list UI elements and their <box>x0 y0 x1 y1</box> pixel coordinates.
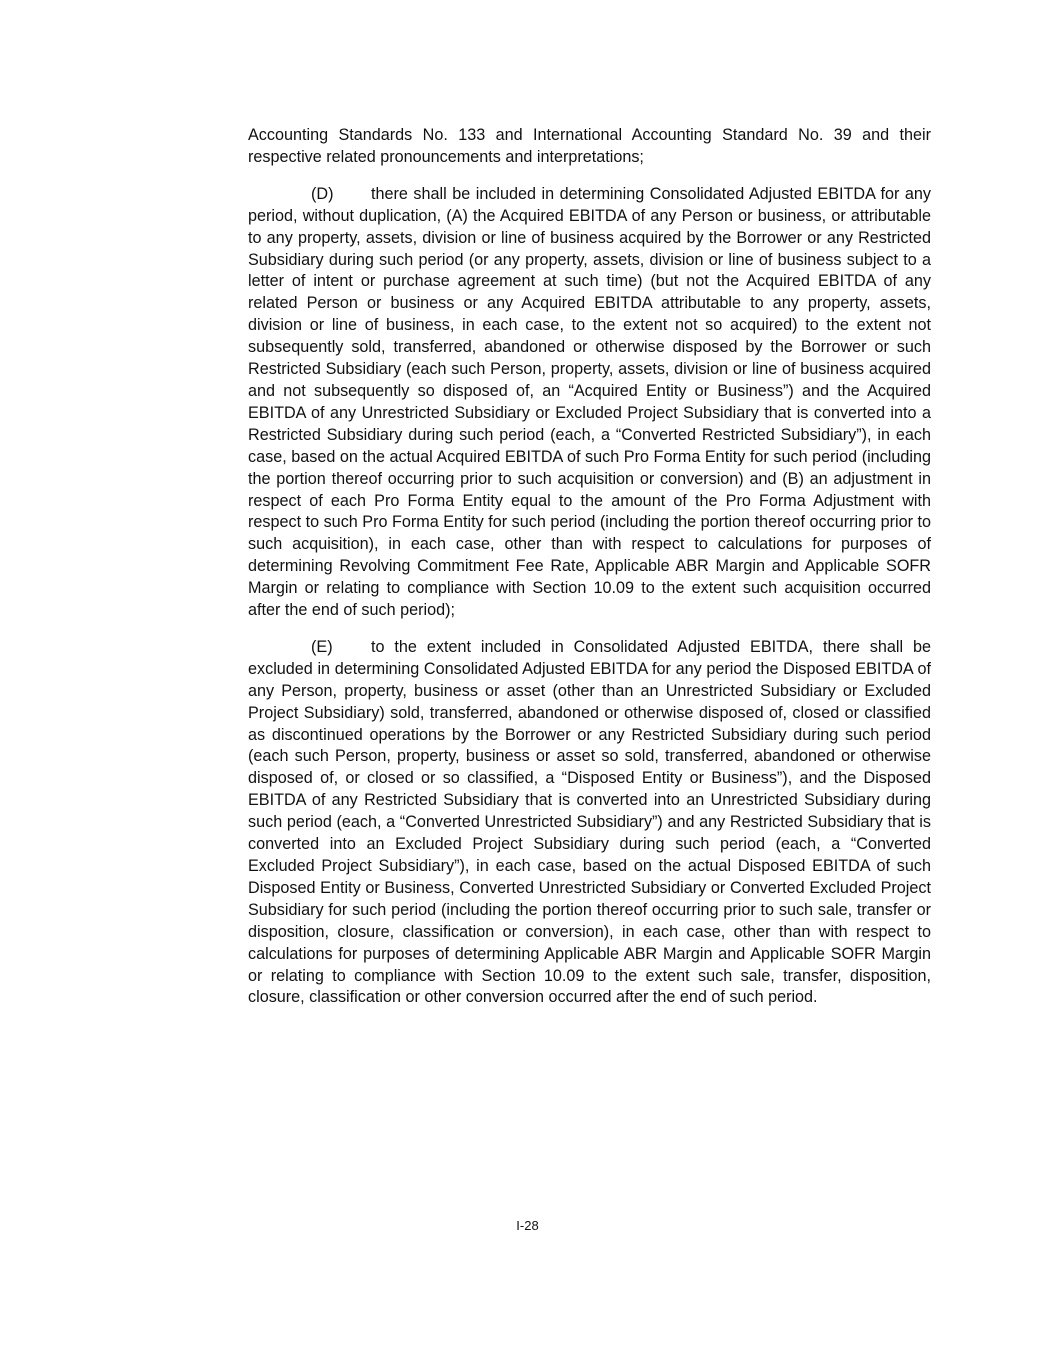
paragraph-text: there shall be included in determining Consolidated Adjusted EBITDA for any period, without duplication, (A) the Acquired EBITDA of any Person or business, or attributable to any property, assets, division or line of business acquired by the Borrower or any Restricted Subsidiary during such period (or any property, assets, division or line of business subject to a letter of intent or purchase agreement at such time) (but not the Acquired EBITDA of any related Person or business or any Acquired EBITDA attributable to any property, assets, division or line of business, in each case, to the extent not so acquired) to the extent not subsequently sold, transferred, abandoned or otherwise disposed by the Borrower or such Restricted Subsidiary (each such Person, property, assets, division or line of business acquired and not subsequently so disposed of, an “Acquired Entity or Business”) and the Acquired EBITDA of any Unrestricted Subsidiary or Excluded Project Subsidiary that is converted into a Restricted Subsidiary during such period (each, a “Converted Restricted Subsidiary”), in each case, based on the actual Acquired EBITDA of such Pro Forma Entity for such period (including the portion thereof occurring prior to such acquisition or conversion) and (B) an adjustment in respect of each Pro Forma Entity equal to the amount of the Pro Forma Adjustment with respect to such Pro Forma Entity for such period (including the portion thereof occurring prior to such acquisition), in each case, other than with respect to calculations for purposes of determining Revolving Commitment Fee Rate, Applicable ABR Margin and Applicable SOFR Margin or relating to compliance with Section 10.09 to the extent such acquisition occurred after the end of such period); <box>248 184 931 620</box>
paragraph-text: to the extent included in Consolidated Adjusted EBITDA, there shall be excluded in determining Consolidated Adjusted EBITDA for any period the Disposed EBITDA of any Person, property, business or asset (other than an Unrestricted Subsidiary or Excluded Project Subsidiary) sold, transferred, abandoned or otherwise disposed of, closed or classified as discontinued operations by the Borrower or any Restricted Subsidiary during such period (each such Person, property, business or asset so sold, transferred, abandoned or otherwise disposed of, or closed or so classified, a “Disposed Entity or Business”), and the Disposed EBITDA of any Restricted Subsidiary that is converted into an Unrestricted Subsidiary during such period (each, a “Converted Unrestricted Subsidiary”) and any Restricted Subsidiary that is converted into an Excluded Project Subsidiary during such period (each, a “Converted Excluded Project Subsidiary”), in each case, based on the actual Disposed EBITDA of such Disposed Entity or Business, Converted Unrestricted Subsidiary or Converted Excluded Project Subsidiary for such period (including the portion thereof occurring prior to such sale, transfer or disposition, closure, classification or conversion), in each case, other than with respect to calculations for purposes of determining Applicable ABR Margin and Applicable SOFR Margin or relating to compliance with Section 10.09 to the extent such sale, transfer, disposition, closure, classification or other conversion occurred after the end of such period. <box>248 637 931 1007</box>
clause-number: (D) <box>311 184 334 203</box>
paragraph-e <box>248 637 931 1009</box>
paragraph-text: Accounting Standards No. 133 and International Accounting Standard No. 39 and their respective related pronouncements and interpretations; <box>248 126 931 166</box>
page-number: I-28 <box>516 1218 539 1233</box>
clause-number: (E) <box>311 637 333 656</box>
paragraph-continuation <box>248 125 931 169</box>
paragraph-d <box>248 184 931 622</box>
document-body <box>248 125 931 1024</box>
